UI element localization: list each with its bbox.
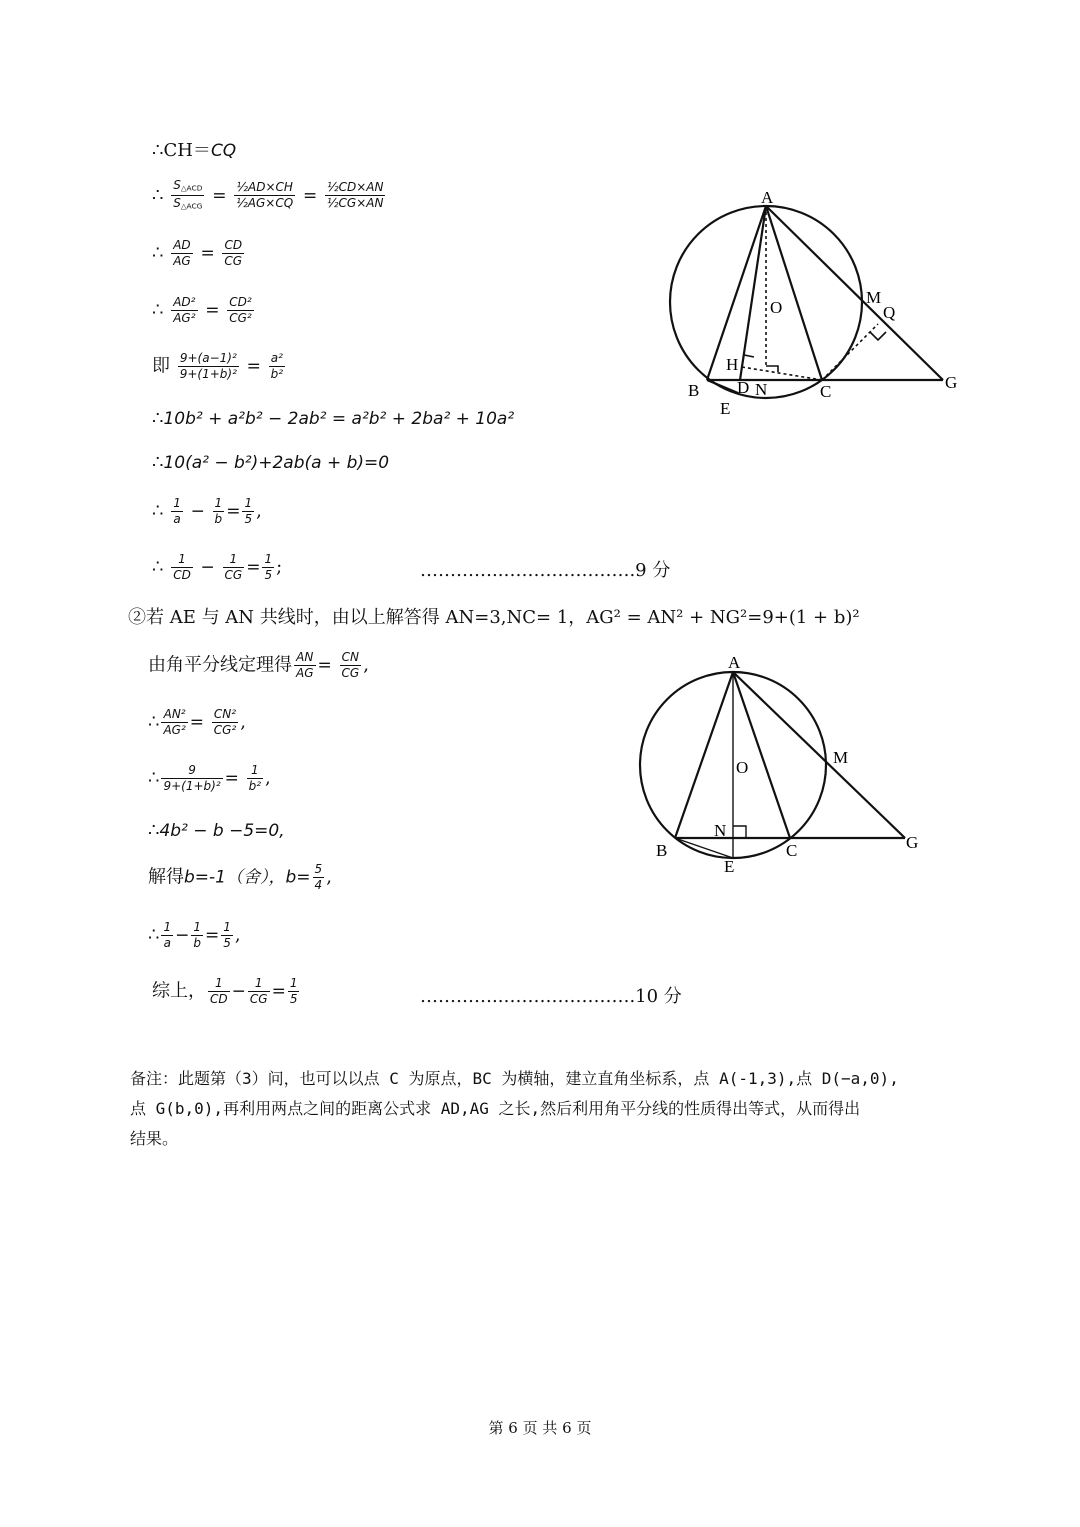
fraction: $\frac{1}{a}$ bbox=[173, 496, 181, 526]
label-e: E bbox=[724, 857, 735, 876]
line-ad-ag-ratio: ∴ $\frac{AD}{AG}$ = $\frac{CD}{CG}$ bbox=[152, 238, 243, 268]
label-o: O bbox=[736, 758, 749, 777]
segment-ab bbox=[675, 672, 733, 838]
fraction: $\frac{\text{AN²}}{\text{AG²}}$ bbox=[163, 707, 186, 737]
fraction: $\frac{1}{\text{b²}}$ bbox=[248, 763, 262, 793]
fraction: $\frac{\text{a²}}{\text{b²}}$ bbox=[270, 351, 284, 381]
label-c: C bbox=[786, 841, 798, 860]
fraction: $\frac{CD}{CG}$ bbox=[224, 238, 243, 268]
remark-note: 备注：此题第（3）问，也可以以点 C 为原点，BC 为横轴，建立直角坐标系，点 A(-1,3),点 D(−a,0), 点 G(b,0),再利用两点之间的距离公式求 AD,AG 之长,然后利用角平分线的性质得出等式，从而得出 结果。 bbox=[130, 1069, 899, 1148]
label-b: B bbox=[688, 381, 700, 400]
fraction: $\frac{9}{\text{9+(1+b)²}}$ bbox=[163, 763, 221, 793]
line-angle-bisector: 由角平分线定理得 $\frac{AN}{AG}$ = $\frac{CN}{CG}$ , bbox=[148, 650, 369, 680]
label-m: M bbox=[866, 288, 882, 307]
line-solve-b: 解得b=-1（舍），b= $\frac{5}{4}$ , bbox=[148, 862, 332, 892]
page-footer: 第 6 页 共 6 页 bbox=[488, 1419, 592, 1437]
segment-hn-dashed bbox=[742, 367, 822, 380]
line-ch-eq-cq: ∴CH＝CQ bbox=[152, 140, 237, 161]
fraction: $\frac{1}{a}$ bbox=[163, 920, 172, 950]
geometry-figure-1 bbox=[660, 180, 980, 420]
right-angle-n bbox=[733, 826, 746, 838]
segment-ab bbox=[707, 206, 766, 380]
label-h: H bbox=[726, 355, 739, 374]
fraction: $\frac{\text{AD²}}{\text{AG²}}$ bbox=[173, 295, 196, 325]
right-angle-h bbox=[742, 355, 754, 367]
segment-ag bbox=[733, 672, 905, 838]
label-g: G bbox=[945, 373, 958, 392]
fraction: $\frac{\text{CD²}}{\text{CG²}}$ bbox=[229, 295, 252, 325]
fraction: $\frac{1}{5}$ bbox=[244, 496, 253, 526]
label-c: C bbox=[820, 382, 832, 401]
label-e: E bbox=[720, 399, 731, 418]
line-expanded-equation: ∴10b² + a²b² − 2ab² = a²b² + 2ba² + 10a² bbox=[152, 408, 515, 429]
fraction: $\frac{\text{S△ACD}}{\text{S△ACG}}$ bbox=[173, 178, 203, 211]
fraction: $\frac{1}{5}$ bbox=[289, 976, 298, 1006]
fraction: $\frac{1}{CG}$ bbox=[224, 552, 243, 582]
segment-ad bbox=[740, 206, 766, 380]
score-9: …………..………………….9 分 bbox=[420, 560, 671, 581]
fraction: $\frac{1}{b}$ bbox=[193, 920, 201, 950]
case-two-statement: ②若 AE 与 AN 共线时，由以上解答得 AN=3,NC= 1，AG² = AN² + NG²=9+(1 + b)² bbox=[128, 607, 860, 628]
segment-be bbox=[675, 838, 733, 858]
line-an-ag-squared: ∴ $\frac{\text{AN²}}{\text{AG²}}$ = $\frac{\text{CN²}}{\text{CG²}}$ , bbox=[148, 707, 246, 737]
label-a: A bbox=[728, 653, 741, 672]
fraction: $\frac{1}{5}$ bbox=[223, 920, 231, 950]
fraction: $\frac{1}{CG}$ bbox=[249, 976, 268, 1006]
geometry-figure-2 bbox=[630, 650, 930, 880]
fraction: $\frac{CN}{CG}$ bbox=[341, 650, 360, 680]
line-area-ratio: ∴ $\frac{\text{S△ACD}}{\text{S△ACG}}$ = $\frac{\text{½AD×CH}}{\text{½AG×CQ}}$ = $\frac{\text{½CD×AN}}{\text{½CG×AN}}$ bbox=[152, 178, 387, 214]
fraction: $\frac{AD}{AG}$ bbox=[173, 238, 191, 268]
line-factored-equation: ∴10(a² − b²)+2ab(a + b)=0 bbox=[152, 452, 390, 473]
line-conclusion: 综上， $\frac{1}{CD}$ − $\frac{1}{CG}$ = $\frac{1}{5}$ bbox=[152, 976, 298, 1006]
fraction: $\frac{1}{CD}$ bbox=[173, 552, 191, 582]
fraction: $\frac{\text{½AD×CH}}{\text{½AG×CQ}}$ bbox=[236, 180, 294, 211]
line-squared-ratio: ∴ $\frac{\text{AD²}}{\text{AG²}}$ = $\frac{\text{CD²}}{\text{CG²}}$ bbox=[152, 295, 252, 325]
fraction: $\frac{\text{CN²}}{\text{CG²}}$ bbox=[213, 707, 237, 737]
line-nine-ratio: ∴ $\frac{9}{\text{9+(1+b)²}}$ = $\frac{1}{\text{b²}}$ , bbox=[148, 763, 271, 793]
segment-cq-dashed bbox=[822, 324, 878, 380]
line-reciprocal-ab: ∴ $\frac{1}{a}$ − $\frac{1}{b}$ = $\frac{1}{5}$ , bbox=[152, 496, 262, 526]
fraction: $\frac{AN}{AG}$ bbox=[296, 650, 314, 680]
label-o: O bbox=[770, 298, 783, 317]
label-n: N bbox=[714, 821, 727, 840]
label-g: G bbox=[906, 833, 919, 852]
fraction: $\frac{1}{5}$ bbox=[264, 552, 273, 582]
label-d: D bbox=[737, 378, 750, 397]
label-a: A bbox=[761, 188, 774, 207]
line-reciprocal-cd-cg: ∴ $\frac{1}{CD}$ − $\frac{1}{CG}$ = $\frac{1}{5}$ ; bbox=[152, 552, 283, 582]
fraction: $\frac{1}{CD}$ bbox=[210, 976, 228, 1006]
label-m: M bbox=[833, 748, 849, 767]
label-b: B bbox=[656, 841, 668, 860]
segment-ac bbox=[733, 672, 790, 838]
label-q: Q bbox=[883, 303, 896, 322]
fraction: $\frac{1}{b}$ bbox=[214, 496, 223, 526]
score-10: …………..………………….10 分 bbox=[420, 986, 682, 1007]
fraction: $\frac{5}{4}$ bbox=[314, 862, 323, 892]
line-ji-equation: 即 $\frac{\text{9+(a−1)²}}{\text{9+(1+b)²}}$ = $\frac{\text{a²}}{\text{b²}}$ bbox=[152, 351, 284, 381]
label-n: N bbox=[755, 380, 768, 399]
line-reciprocal-ab-2: ∴ $\frac{1}{a}$ − $\frac{1}{b}$ = $\frac{1}{5}$ , bbox=[148, 920, 241, 950]
fraction: $\frac{\text{9+(a−1)²}}{\text{9+(1+b)²}}$ bbox=[179, 351, 237, 381]
segment-ag bbox=[766, 206, 943, 380]
line-quadratic: ∴4b² − b −5=0, bbox=[148, 820, 285, 841]
fraction: $\frac{\text{½CD×AN}}{\text{½CG×AN}}$ bbox=[326, 180, 384, 211]
right-angle-q bbox=[870, 332, 886, 340]
segment-be bbox=[707, 380, 738, 393]
